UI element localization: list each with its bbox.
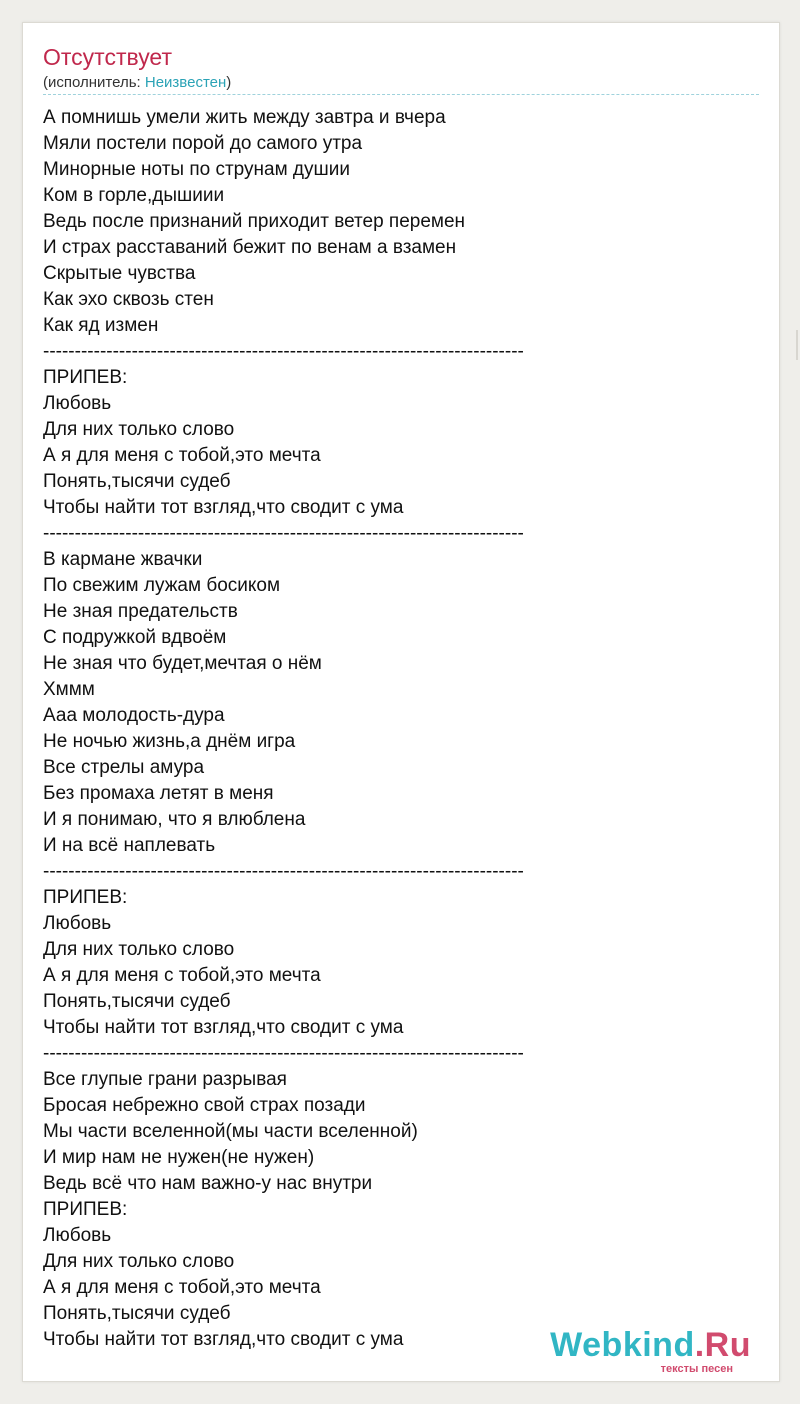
- song-title: Отсутствует: [43, 44, 172, 70]
- lyric-line: Понять,тысячи судеб: [43, 471, 231, 492]
- lyric-line: Как яд измен: [43, 315, 159, 336]
- lyric-line: А помнишь умели жить между завтра и вчера: [43, 107, 446, 128]
- logo-tld: .Ru: [694, 1326, 751, 1364]
- lyric-line: ----------------------------------------------------------------------------: [43, 341, 524, 362]
- lyric-line: Минорные ноты по струнам душии: [43, 159, 350, 180]
- lyric-line: Без промаха летят в меня: [43, 783, 274, 804]
- lyric-line: В кармане жвачки: [43, 549, 203, 570]
- lyric-line: Ком в горле,дышиии: [43, 185, 225, 206]
- lyrics-text: [43, 105, 524, 1353]
- lyric-line: И на всё наплевать: [43, 835, 216, 856]
- lyric-line: Ааа молодость-дура: [43, 705, 225, 726]
- lyric-line: Чтобы найти тот взгляд,что сводит с ума: [43, 497, 404, 518]
- lyric-line: А я для меня с тобой,это мечта: [43, 965, 321, 986]
- lyric-line: По свежим лужам босиком: [43, 575, 281, 596]
- lyric-line: ----------------------------------------------------------------------------: [43, 1043, 524, 1064]
- lyric-line: Не ночью жизнь,а днём игра: [43, 731, 296, 752]
- lyric-line: Для них только слово: [43, 1251, 235, 1272]
- artist-line: [43, 73, 231, 93]
- lyric-line: Бросая небрежно свой страх позади: [43, 1095, 366, 1116]
- lyric-line: Скрытые чувства: [43, 263, 196, 284]
- lyrics-card: [22, 22, 780, 1382]
- artist-link[interactable]: Неизвестен: [144, 74, 227, 91]
- lyric-line: А я для меня с тобой,это мечта: [43, 445, 321, 466]
- lyric-line: И я понимаю, что я влюблена: [43, 809, 306, 830]
- lyric-line: ПРИПЕВ:: [43, 367, 128, 388]
- lyric-line: Не зная предательств: [43, 601, 238, 622]
- logo-brand: Webkind: [550, 1326, 695, 1364]
- lyric-line: Для них только слово: [43, 419, 235, 440]
- lyric-line: Ведь после признаний приходит ветер перемен: [43, 211, 466, 232]
- lyric-line: Чтобы найти тот взгляд,что сводит с ума: [43, 1017, 404, 1038]
- lyric-line: Понять,тысячи судеб: [43, 991, 231, 1012]
- lyric-line: Чтобы найти тот взгляд,что сводит с ума: [43, 1329, 404, 1350]
- logo-tagline: тексты песен: [660, 1363, 733, 1375]
- lyric-line: И мир нам не нужен(не нужен): [43, 1147, 315, 1168]
- artist-prefix: (исполнитель:: [43, 74, 145, 91]
- lyric-line: ПРИПЕВ:: [43, 887, 128, 908]
- lyric-line: И страх расставаний бежит по венам а взамен: [43, 237, 457, 258]
- lyric-line: С подружкой вдвоём: [43, 627, 227, 648]
- lyric-line: Все стрелы амура: [43, 757, 205, 778]
- lyric-line: А я для меня с тобой,это мечта: [43, 1277, 321, 1298]
- logo-wordmark: [550, 1325, 751, 1365]
- lyric-line: Любовь: [43, 393, 112, 414]
- lyric-line: Не зная что будет,мечтая о нём: [43, 653, 322, 674]
- lyric-line: Хммм: [43, 679, 95, 700]
- lyric-line: Мы части вселенной(мы части вселенной): [43, 1121, 418, 1142]
- lyric-line: ----------------------------------------------------------------------------: [43, 861, 524, 882]
- lyric-line: Мяли постели порой до самого утра: [43, 133, 363, 154]
- site-logo[interactable]: [551, 1325, 751, 1375]
- lyric-line: Для них только слово: [43, 939, 235, 960]
- edge-mark: [796, 330, 798, 360]
- artist-suffix: ): [226, 74, 232, 91]
- lyric-line: Ведь всё что нам важно-у нас внутри: [43, 1173, 373, 1194]
- lyric-line: ПРИПЕВ:: [43, 1199, 128, 1220]
- header-divider: [43, 94, 759, 95]
- lyric-line: Понять,тысячи судеб: [43, 1303, 231, 1324]
- lyric-line: Все глупые грани разрывая: [43, 1069, 287, 1090]
- lyric-line: ----------------------------------------------------------------------------: [43, 523, 524, 544]
- lyric-line: Любовь: [43, 913, 112, 934]
- lyric-line: Любовь: [43, 1225, 112, 1246]
- lyric-line: Как эхо сквозь стен: [43, 289, 214, 310]
